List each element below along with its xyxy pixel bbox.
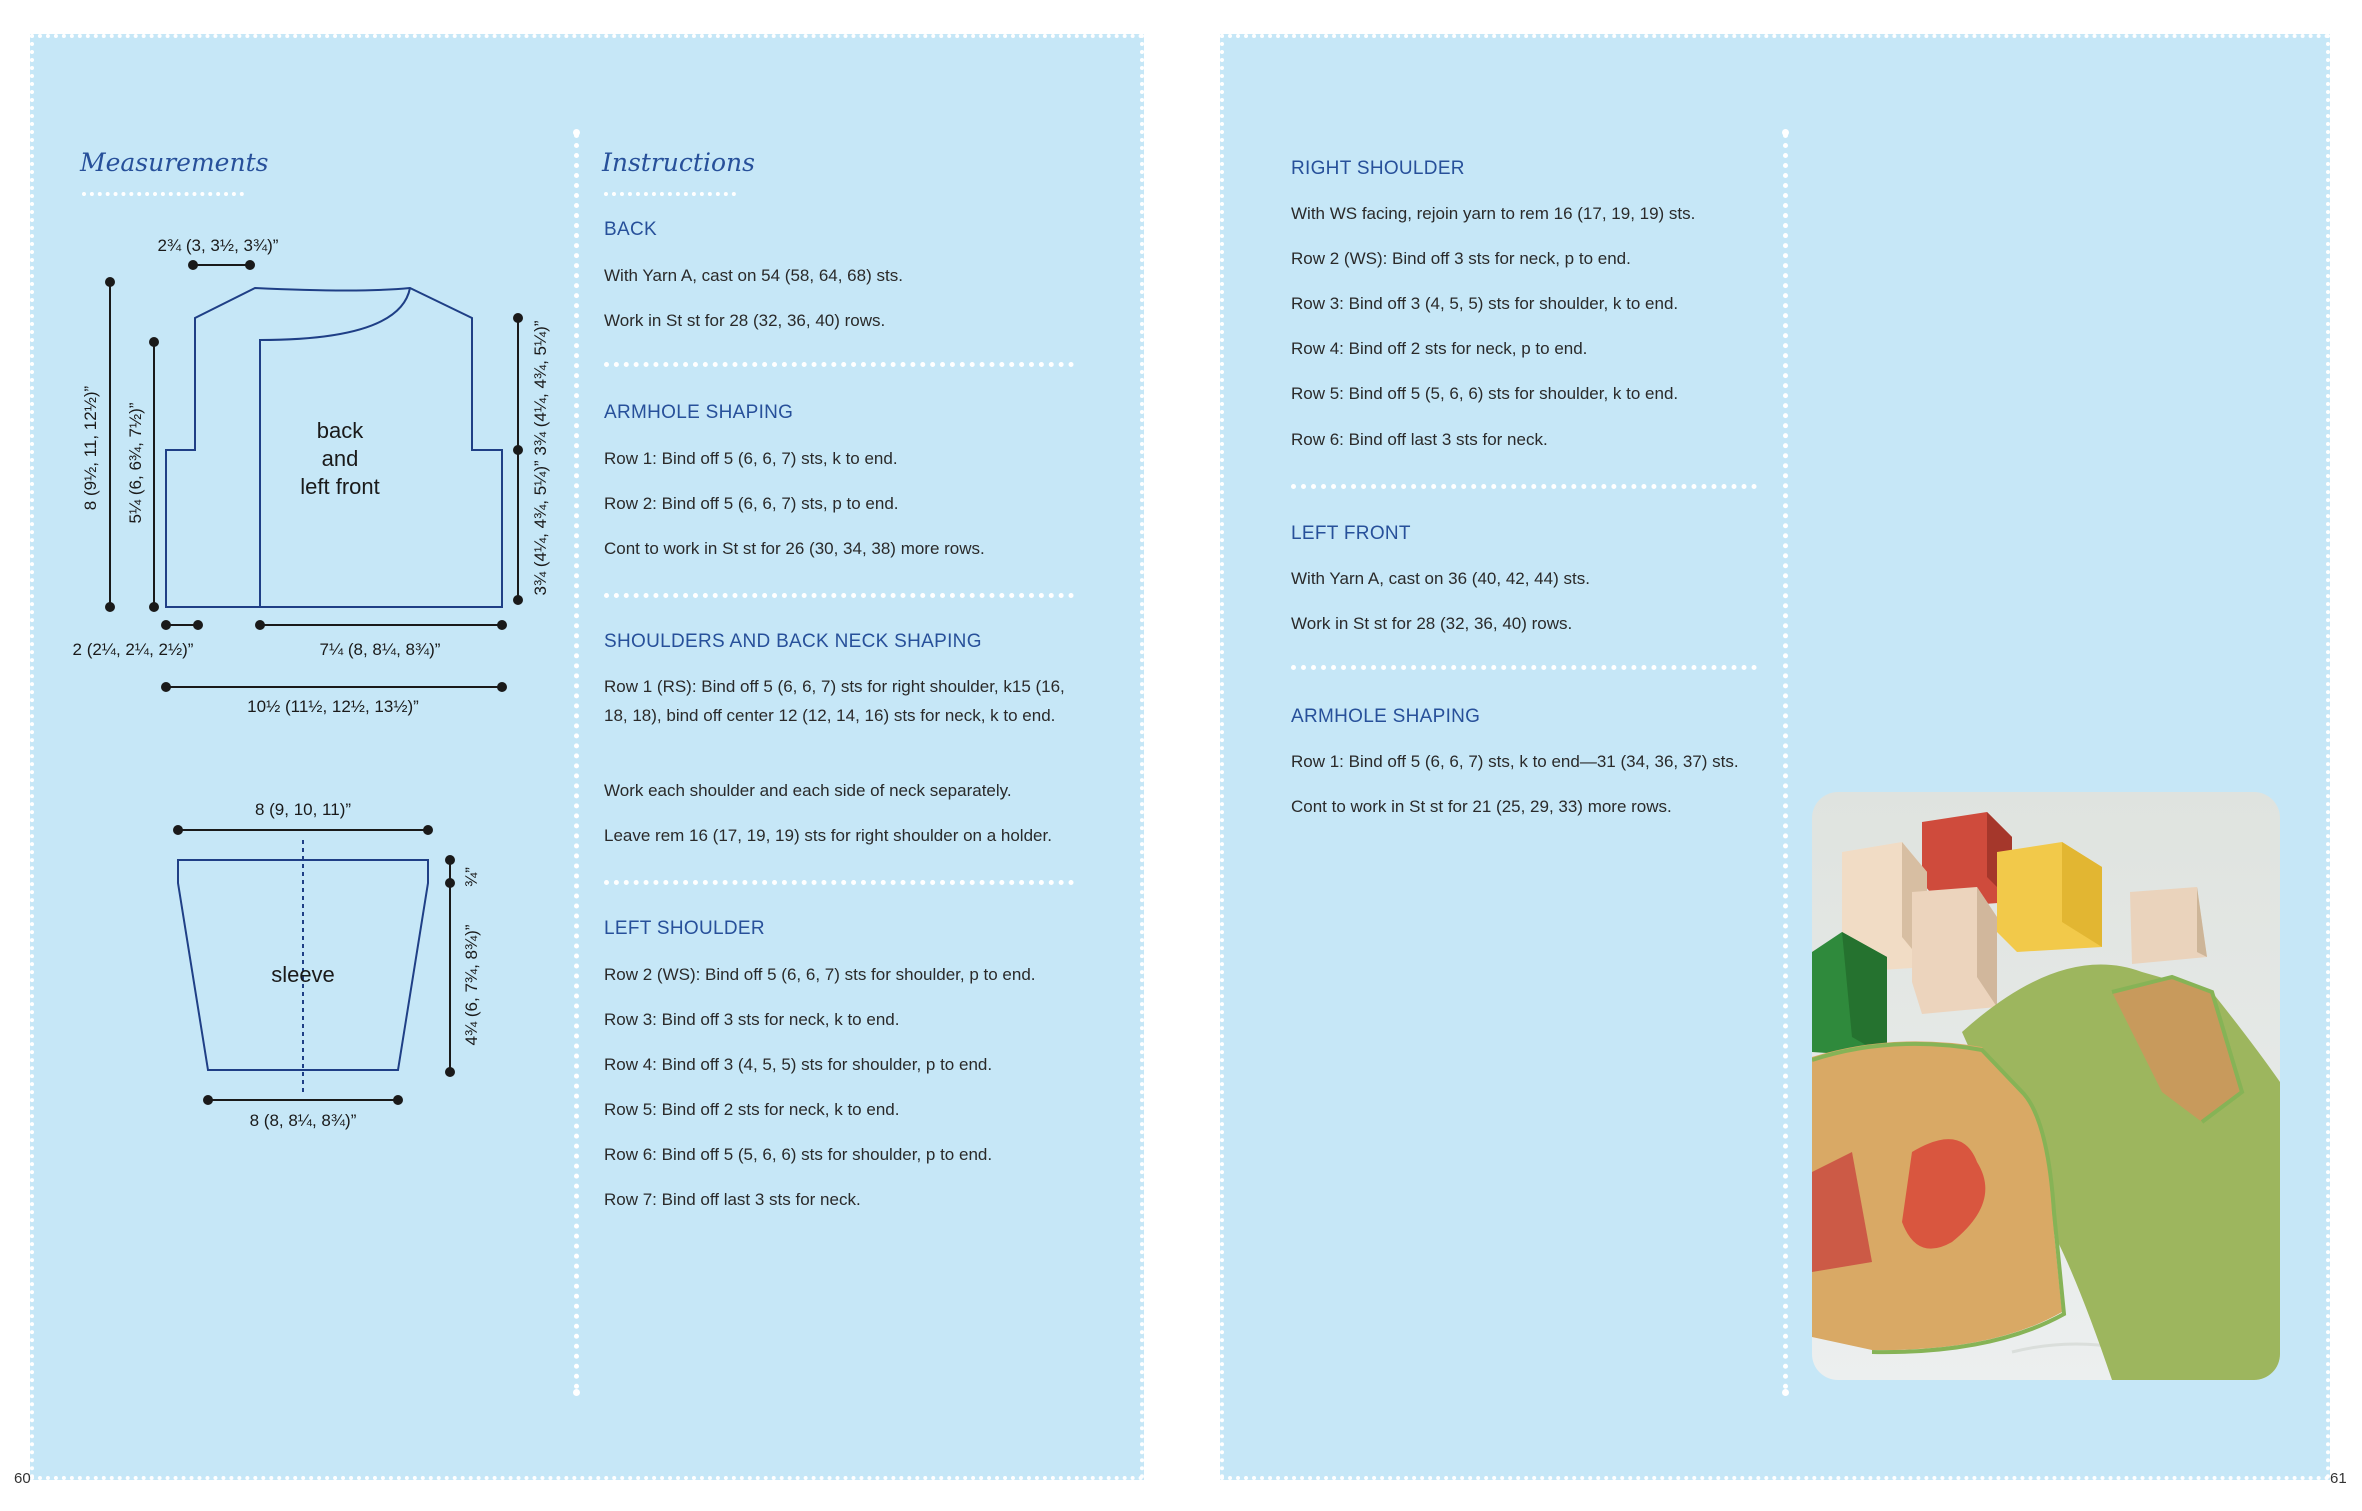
heading-left-shoulder: LEFT SHOULDER [604, 918, 765, 939]
shoulders-line-2: Leave rem 16 (17, 19, 19) sts for right shoulder on a holder. [604, 826, 1052, 845]
sleeve-schematic [150, 795, 520, 1145]
left-shoulder-line-5: Row 6: Bind off 5 (5, 6, 6) sts for shoulder, p to end. [604, 1145, 993, 1164]
dim-sleeve-top: 8 (9, 10, 11)” [254, 800, 352, 819]
dim-inner-height: 5¼ (6, 6¾, 7½)” [126, 402, 145, 524]
body-label-left-front: left front [300, 474, 380, 499]
body-label-and: and [321, 446, 359, 471]
heading-armhole-shaping-2: ARMHOLE SHAPING [1291, 706, 1481, 727]
right-shoulder-line-5: Row 5: Bind off 5 (5, 6, 6) sts for shoulder, k to end. [1291, 384, 1679, 403]
separator-2 [604, 593, 1074, 598]
body-label-back: back [316, 418, 364, 443]
heading-left-front: LEFT FRONT [1291, 523, 1411, 544]
left-shoulder-line-4: Row 5: Bind off 2 sts for neck, k to end. [604, 1100, 900, 1119]
shoulders-row-1: Row 1 (RS): Bind off 5 (6, 6, 7) sts for right shoulder, k15 (16, 18, 18), bind off center 12 (12, 14, 16) sts for neck, k to end. [604, 677, 1065, 725]
page-number-right: 61 [2330, 1470, 2347, 1487]
armhole-line-2: Row 2: Bind off 5 (6, 6, 7) sts, p to end. [604, 494, 899, 513]
dim-right-height: 3¾ (4¼, 4¾, 5¼)” 3¾ (4¼, 4¾, 5¼)” [531, 320, 550, 596]
right-shoulder-line-3: Row 3: Bind off 3 (4, 5, 5) sts for shoulder, k to end. [1291, 294, 1679, 313]
page-number-left: 60 [14, 1470, 31, 1487]
right-shoulder-line-4: Row 4: Bind off 2 sts for neck, p to end. [1291, 339, 1588, 358]
left-front-line-2: Work in St st for 28 (32, 36, 40) rows. [1291, 614, 1573, 633]
dim-bottom-small: 2 (2¼, 2¼, 2½)” [72, 640, 194, 659]
left-shoulder-line-6: Row 7: Bind off last 3 sts for neck. [604, 1190, 861, 1209]
baby-cardigan-photo [1812, 792, 2280, 1380]
column-divider-right [1783, 133, 1788, 1390]
separator-3 [604, 880, 1074, 885]
heading-right-shoulder: RIGHT SHOULDER [1291, 158, 1465, 179]
back-left-front-schematic [70, 225, 570, 725]
sleeve-label: sleeve [271, 962, 335, 987]
left-shoulder-line-1: Row 2 (WS): Bind off 5 (6, 6, 7) sts for shoulder, p to end. [604, 965, 1036, 984]
separator-5 [1291, 665, 1757, 670]
instructions-title-underline [604, 192, 736, 196]
measurements-title-underline [82, 192, 244, 196]
heading-shoulders-back-neck: SHOULDERS AND BACK NECK SHAPING [604, 631, 982, 652]
armhole2-line-2: Cont to work in St st for 21 (25, 29, 33) more rows. [1291, 797, 1672, 816]
dim-bottom-total: 10½ (11½, 12½, 13½)” [247, 697, 419, 716]
armhole-line-1: Row 1: Bind off 5 (6, 6, 7) sts, k to end. [604, 449, 898, 468]
photo-illustration [1812, 792, 2280, 1380]
column-divider-left [574, 133, 579, 1390]
left-shoulder-line-2: Row 3: Bind off 3 sts for neck, k to end. [604, 1010, 900, 1029]
left-shoulder-line-3: Row 4: Bind off 3 (4, 5, 5) sts for shoulder, p to end. [604, 1055, 993, 1074]
dim-neck-width: 2¾ (3, 3½, 3¾)” [157, 236, 279, 255]
separator-4 [1291, 484, 1757, 489]
right-shoulder-line-6: Row 6: Bind off last 3 sts for neck. [1291, 430, 1548, 449]
armhole-line-3: Cont to work in St st for 26 (30, 34, 38) more rows. [604, 539, 985, 558]
dim-sleeve-length: 4¾ (6, 7¾, 8¾)” [462, 924, 481, 1046]
dim-bottom-front: 7¼ (8, 8¼, 8¾)” [319, 640, 441, 659]
back-line-2: Work in St st for 28 (32, 36, 40) rows. [604, 311, 886, 330]
measurements-title: Measurements [80, 148, 269, 177]
heading-armhole-shaping: ARMHOLE SHAPING [604, 402, 794, 423]
dim-sleeve-cuff: ¾” [462, 867, 481, 887]
left-front-line-1: With Yarn A, cast on 36 (40, 42, 44) sts. [1291, 569, 1590, 588]
back-line-1: With Yarn A, cast on 54 (58, 64, 68) sts. [604, 266, 903, 285]
right-shoulder-line-2: Row 2 (WS): Bind off 3 sts for neck, p to end. [1291, 249, 1631, 268]
heading-back: BACK [604, 219, 657, 240]
armhole2-line-1: Row 1: Bind off 5 (6, 6, 7) sts, k to end—31 (34, 36, 37) sts. [1291, 752, 1739, 771]
shoulders-line-1: Work each shoulder and each side of neck separately. [604, 781, 1012, 800]
separator-1 [604, 362, 1074, 367]
dim-total-height: 8 (9½, 11, 12½)” [81, 385, 100, 511]
dim-sleeve-bottom: 8 (8, 8¼, 8¾)” [249, 1111, 357, 1130]
right-shoulder-line-1: With WS facing, rejoin yarn to rem 16 (17, 19, 19) sts. [1291, 204, 1696, 223]
instructions-title: Instructions [602, 148, 755, 177]
